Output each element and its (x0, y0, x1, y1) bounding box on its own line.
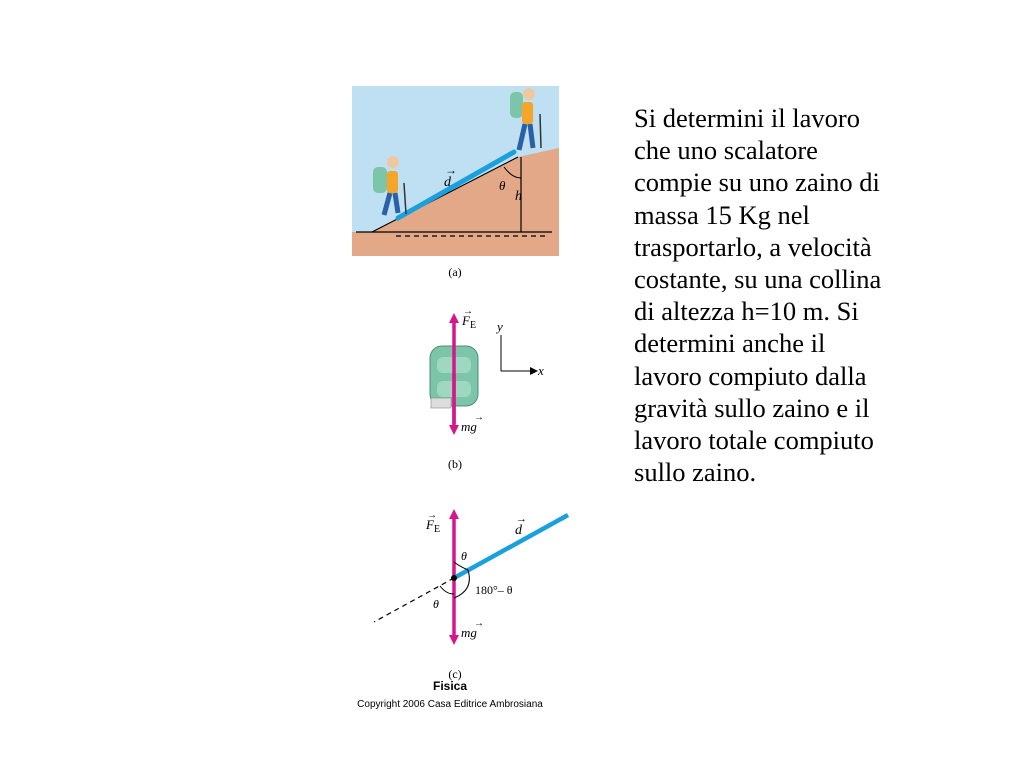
vector-arrow-glyph: → (474, 618, 484, 629)
problem-line: massa 15 Kg nel (634, 199, 810, 230)
torso (387, 171, 398, 193)
y-axis-label: y (497, 319, 503, 334)
problem-line: costante, su una collina (634, 264, 882, 295)
panel-c (374, 510, 568, 681)
height-label: h (515, 189, 522, 204)
backpack (510, 92, 523, 118)
dashed-extension-line (374, 578, 454, 622)
displacement-label: d (444, 175, 451, 190)
angle-right-label: 180°– θ (475, 583, 513, 597)
vector-arrow-glyph: → (516, 513, 527, 525)
problem-line: Si determini il lavoro (634, 103, 860, 133)
caption-c: (c) (448, 667, 462, 681)
origin-point (451, 575, 457, 581)
credit-title: Fisica (432, 679, 468, 693)
caption-a: (a) (448, 265, 462, 279)
force-label: $F_E$ (462, 313, 477, 331)
problem-line: lavoro totale compiuto (634, 425, 874, 456)
x-axis-label: x (538, 363, 544, 378)
problem-line: compie su uno zaino di (634, 167, 880, 198)
backpack-base (431, 398, 451, 408)
problem-line: determini anche il (634, 328, 826, 359)
angle-arc-top (454, 562, 468, 570)
problem-line: sullo zaino. (634, 457, 757, 488)
problem-line: di altezza h=10 m. Si (634, 296, 859, 327)
vector-arrow-glyph: → (445, 163, 457, 177)
displacement-label: d (515, 523, 522, 538)
panel-a (352, 86, 559, 279)
weight-label: mg (461, 625, 477, 640)
problem-line: gravità sullo zaino e il (634, 392, 870, 423)
weight-label: mg (461, 419, 477, 434)
leg (530, 124, 533, 148)
force-label: $F_E$ (426, 517, 441, 535)
problem-line: trasportarlo, a velocità (634, 231, 872, 262)
problem-line: che uno scalatore (634, 135, 818, 166)
angle-bottom-label: θ (433, 597, 439, 611)
torso (522, 102, 533, 124)
caption-b: (b) (448, 457, 462, 471)
backpack (373, 167, 387, 193)
hiking-pole (540, 114, 541, 148)
vector-arrow-glyph: → (463, 306, 473, 317)
angle-arc-bottom (440, 586, 454, 594)
problem-line: lavoro compiuto dalla (634, 360, 867, 391)
head (387, 156, 399, 168)
leg (395, 193, 398, 213)
displacement-vector (454, 515, 568, 578)
head (523, 88, 535, 100)
angle-label: θ (499, 178, 506, 193)
vector-arrow-glyph: → (474, 412, 484, 423)
panel-b (430, 306, 544, 471)
angle-top-label: θ (461, 549, 467, 563)
vector-arrow-glyph: → (427, 510, 437, 521)
credit-copyright: Copyright 2006 Casa Editrice Ambrosiana (357, 699, 543, 710)
